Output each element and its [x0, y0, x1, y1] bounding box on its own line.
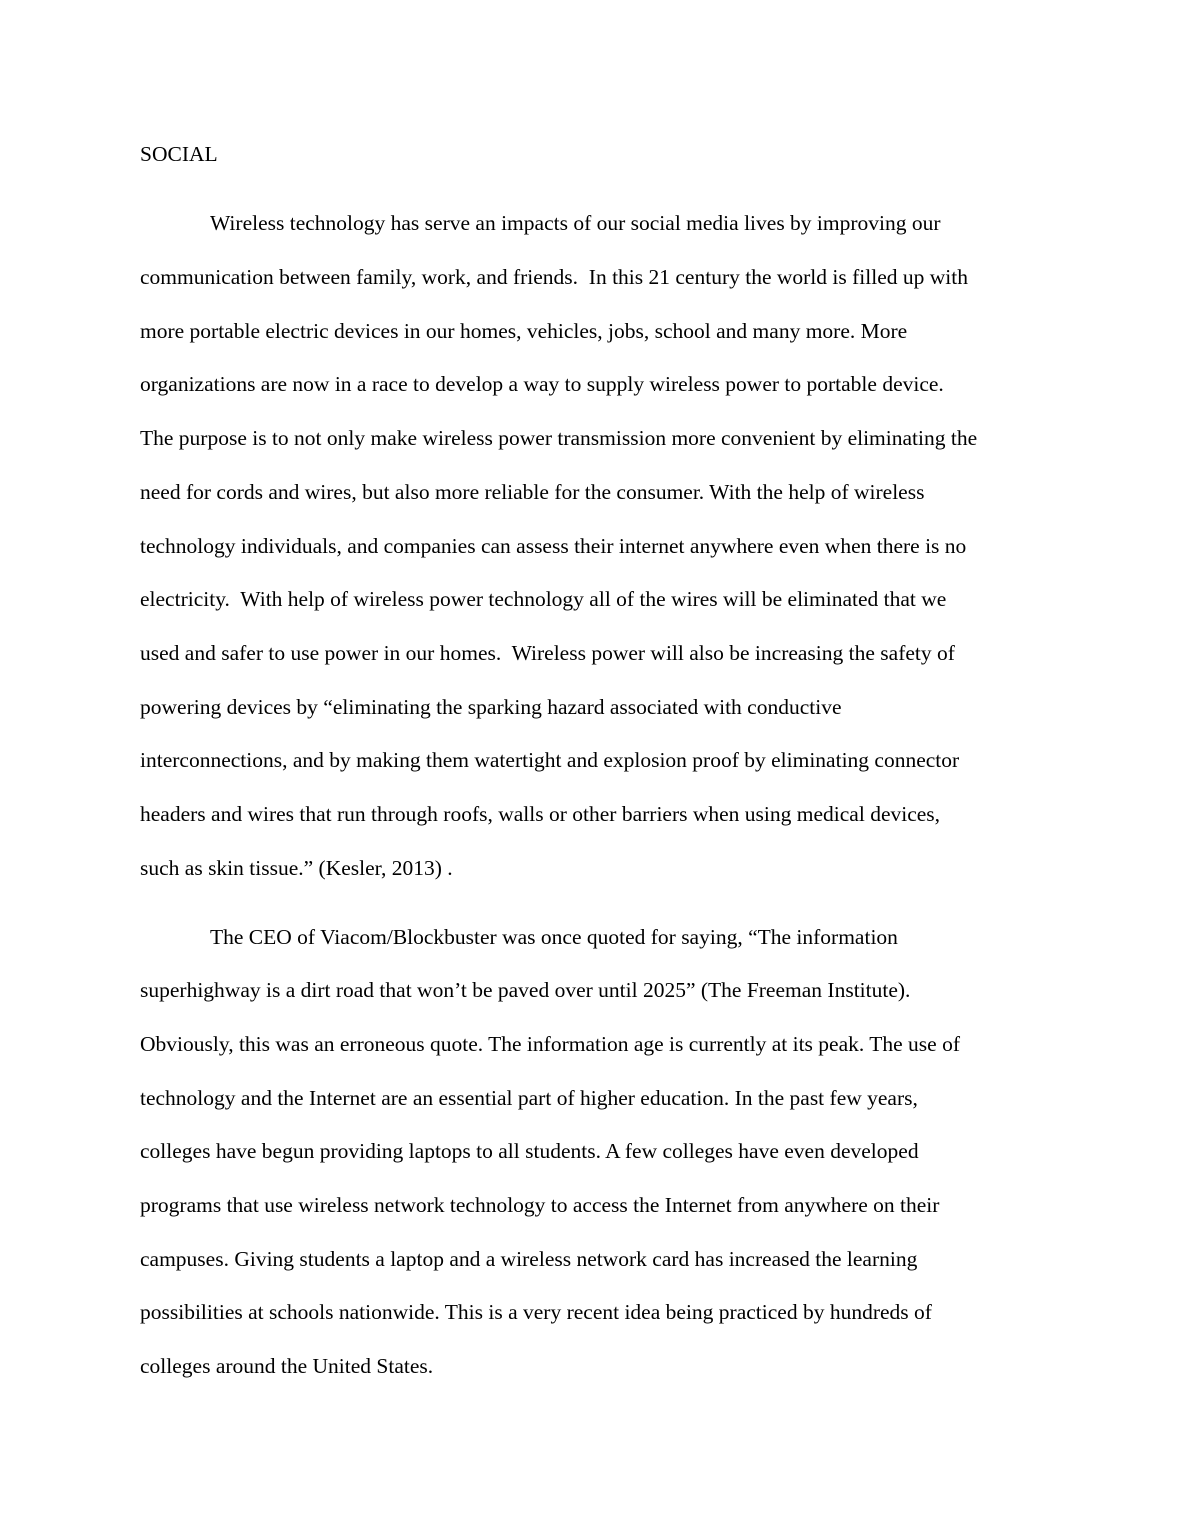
document-heading: SOCIAL [140, 142, 218, 166]
paragraph-1-line-9: used and safer to use power in our homes. Wireless power will also be increasing the safety of [140, 641, 955, 665]
paragraph-1-line-11: interconnections, and by making them watertight and explosion proof by eliminating connector [140, 748, 960, 772]
paragraph-2-line-7: campuses. Giving students a laptop and a wireless network card has increased the learning [140, 1247, 918, 1271]
paragraph-1-line-4: organizations are now in a race to develop a way to supply wireless power to portable device. [140, 372, 944, 396]
paragraph-1-line-8: electricity. With help of wireless power technology all of the wires will be eliminated that we [140, 587, 947, 611]
paragraph-1-line-13: such as skin tissue.” (Kesler, 2013) . [140, 856, 453, 880]
paragraph-2-line-9: colleges around the United States. [140, 1354, 434, 1378]
paragraph-1-line-7: technology individuals, and companies can assess their internet anywhere even when there is no [140, 534, 967, 558]
paragraph-2-line-2: superhighway is a dirt road that won’t be paved over until 2025” (The Freeman Institute). [140, 978, 911, 1002]
paragraph-1-line-10: powering devices by “eliminating the sparking hazard associated with conductive [140, 695, 842, 719]
paragraph-1-line-12: headers and wires that run through roofs, walls or other barriers when using medical devices, [140, 802, 941, 826]
paragraph-2-line-6: programs that use wireless network technology to access the Internet from anywhere on their [140, 1193, 940, 1217]
paragraph-2-line-1: The CEO of Viacom/Blockbuster was once quoted for saying, “The information [210, 925, 898, 949]
paragraph-1-line-5: The purpose is to not only make wireless power transmission more convenient by eliminating the [140, 426, 978, 450]
paragraph-2-line-8: possibilities at schools nationwide. This is a very recent idea being practiced by hundreds of [140, 1300, 932, 1324]
paragraph-2-line-3: Obviously, this was an erroneous quote. The information age is currently at its peak. The use of [140, 1032, 960, 1056]
paragraph-2-line-4: technology and the Internet are an essential part of higher education. In the past few years, [140, 1086, 918, 1110]
paragraph-1-line-1: Wireless technology has serve an impacts of our social media lives by improving our [210, 211, 941, 235]
paragraph-1-line-3: more portable electric devices in our homes, vehicles, jobs, school and many more. More [140, 319, 908, 343]
paragraph-1-line-6: need for cords and wires, but also more reliable for the consumer. With the help of wireless [140, 480, 925, 504]
paragraph-2-line-5: colleges have begun providing laptops to all students. A few colleges have even developed [140, 1139, 919, 1163]
paragraph-1-line-2: communication between family, work, and friends. In this 21 century the world is filled up with [140, 265, 968, 289]
